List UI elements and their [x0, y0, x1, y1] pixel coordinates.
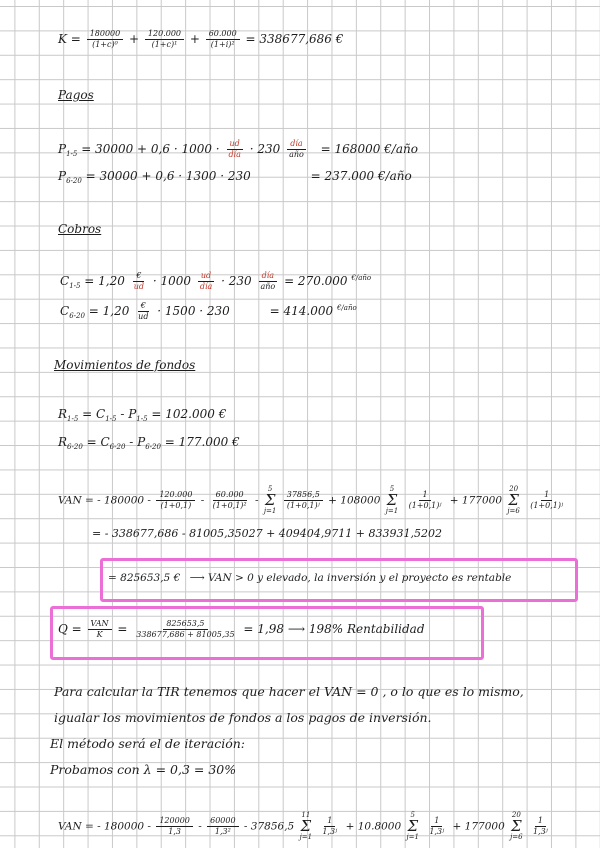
pagos-line-1: $P_{1-5} = 30000 + 0,6 \cdot 1000$ · $\frac{ud}{\text{día}}$ · 230 $\frac{\text{día}}{\text{año}}$ = 168000 €/año — [58, 139, 418, 159]
cobros-unit-fraction-3: $\frac{\text{día}}{\text{año}}$ — [260, 271, 276, 291]
tir-paragraph-2: igualar los movimientos de fondos a los pagos de inversión. — [54, 710, 432, 725]
van-line-3 — [108, 573, 511, 584]
van-term-3: $\frac{37856,5}{\text{(1+0,1)ʲ}}$ — [284, 491, 323, 510]
movimientos-line-1: $R_{1-5} = C_{1-5} - P_{1-5} = 102.000$ € — [58, 407, 227, 423]
k-term-1: $\frac{180000}{\text{(1+c)⁰}}$ — [87, 30, 124, 49]
van2-term-1: $\frac{120000}{1,3}$ — [156, 817, 193, 836]
van-result-value: = 825653,5 € — [108, 572, 181, 584]
van-sum-1: 5 Σ j=1 — [263, 485, 277, 515]
pagos-result-1: = 168000 €/año — [320, 142, 418, 156]
cobros-line-2: $C_{6-20} = 1,20$ $\frac{€}{ud}$ · 1500 · 230 = 414.000 $^{€/año}$ — [60, 301, 357, 321]
van2-sum-3: 20 Σ j=6 — [510, 811, 523, 841]
van2-term-5: $\frac{1}{\text{1,3ʲ}}$ — [532, 816, 548, 836]
k-result: = 338677,686 € — [245, 32, 344, 46]
movimientos-result-1: = 102.000 € — [151, 407, 227, 421]
van-conclusion: ⟶ VAN > 0 y elevado, la inversión y el proyecto es rentable — [189, 572, 512, 584]
k-equals: = — [70, 32, 81, 46]
cobros-line-1: $C_{1-5} = 1,20$ $\frac{€}{ud}$ · 1000 $\frac{ud}{\text{día}}$ · 230 $\frac{\text{día}}{\text{año}}$ = 270.000 $^{€/año}$ — [60, 271, 372, 291]
van-sum-2: 5 Σ j=1 — [385, 485, 399, 515]
pagos-unit-fraction-1: $\frac{ud}{\text{día}}$ — [228, 139, 241, 159]
cobros-unit-fraction-2: $\frac{ud}{\text{día}}$ — [199, 271, 213, 291]
tir-paragraph-1: Para calcular la TIR tenemos que hacer el VAN = 0 , o lo que es lo mismo, — [54, 684, 524, 699]
cobros-result-2: = 414.000 — [269, 304, 334, 318]
van2-term-3: $\frac{1}{\text{1,3ʲ}}$ — [322, 816, 338, 836]
k-label: K — [58, 32, 67, 46]
van-term-2: $\frac{60.000}{\text{(1+0,1)²}}$ — [212, 490, 247, 510]
q-fraction-2: $\frac{825653,5}{338677,686 + 81005,35}$ — [136, 619, 235, 639]
van2-term-4: $\frac{1}{\text{1,3ʲ}}$ — [429, 816, 445, 836]
movimientos-result-2: = 177.000 € — [164, 435, 240, 449]
pagos-unit-fraction-2: $\frac{\text{día}}{\text{año}}$ — [289, 139, 304, 159]
van-term-4: $\frac{1}{\text{(1+0,1)ʲ}}$ — [408, 490, 442, 510]
movimientos-heading: Movimientos de fondos — [54, 358, 196, 372]
van-equation: VAN = - 180000 - $\frac{120.000}{(1+0,1)}$ - $\frac{60.000}{\text{(1+0,1)²}}$ - 5 Σ j=1 $\frac{37856,5}{\text{(1+0,1)ʲ}}$ + 108000 5 Σ j=1 $\frac{1}{\text{(1+0,1)ʲ}}$ + 177000 20 Σ j=6 $\frac{1}{\text{(1+0,1)ʲ}}$ — [58, 486, 568, 515]
cobros-unit-fraction-1: $\frac{€}{ud}$ — [133, 271, 144, 291]
van2-sum-2: 5 Σ j=1 — [406, 811, 420, 841]
van2-sum-1: 11 Σ j=1 — [299, 811, 313, 841]
tir-paragraph-4: Probamos con λ = 0,3 = 30% — [50, 762, 237, 777]
pagos-heading: Pagos — [58, 88, 94, 102]
k-term-2: $\frac{120.000}{\text{(1+c)¹}}$ — [145, 30, 184, 49]
k-equation: K = $\frac{180000}{\text{(1+c)⁰}}$ + $\frac{120.000}{\text{(1+c)¹}}$ + $\frac{60.000}{\text{(1+i)²}}$ = 338677,686 € — [58, 29, 344, 49]
van-line-2: = - 338677,686 - 81005,35027 + 409404,9711 + 833931,5202 — [92, 527, 442, 540]
van-sum-3: 20 Σ j=6 — [507, 485, 520, 515]
van-term-5: $\frac{1}{\text{(1+0,1)ʲ}}$ — [530, 490, 564, 510]
van2-equation: VAN = - 180000 - $\frac{120000}{1,3}$ - $\frac{60000}{\text{1,3²}}$ - 37856,5 11 Σ j=1 $\frac{1}{\text{1,3ʲ}}$ + 10.8000 5 Σ j=1 $\frac{1}{\text{1,3ʲ}}$ + 177000 20 Σ j=6 $\frac{1}{\text{1,3ʲ}}$ — [58, 812, 553, 841]
van-term-1: $\frac{120.000}{(1+0,1)}$ — [156, 491, 195, 510]
pagos-result-2: = 237.000 €/año — [310, 169, 412, 183]
cobros-result-1: = 270.000 — [284, 274, 348, 288]
cobros-heading: Cobros — [58, 222, 102, 236]
van2-term-2: $\frac{60000}{\text{1,3²}}$ — [207, 817, 238, 836]
q-equation: Q = $\frac{\text{VAN}}{K}$ = $\frac{825653,5}{338677,686 + 81005,35}$ = 1,98 ⟶ 198% Rentabilidad — [58, 619, 425, 639]
q-result: = 1,98 ⟶ 198% Rentabilidad — [243, 622, 425, 636]
movimientos-line-2: $R_{6-20} = C_{6-20} - P_{6-20} = 177.000$ € — [58, 435, 240, 451]
tir-paragraph-3: El método será el de iteración: — [50, 736, 245, 751]
k-term-3: $\frac{60.000}{\text{(1+i)²}}$ — [206, 30, 240, 49]
q-fraction-1: $\frac{\text{VAN}}{K}$ — [88, 620, 112, 639]
cobros-unit-fraction-4: $\frac{€}{ud}$ — [138, 301, 149, 321]
pagos-line-2: $P_{6-20} = 30000 + 0,6 \cdot 1300 \cdot 230 = 237.000$ €/año — [58, 169, 412, 185]
